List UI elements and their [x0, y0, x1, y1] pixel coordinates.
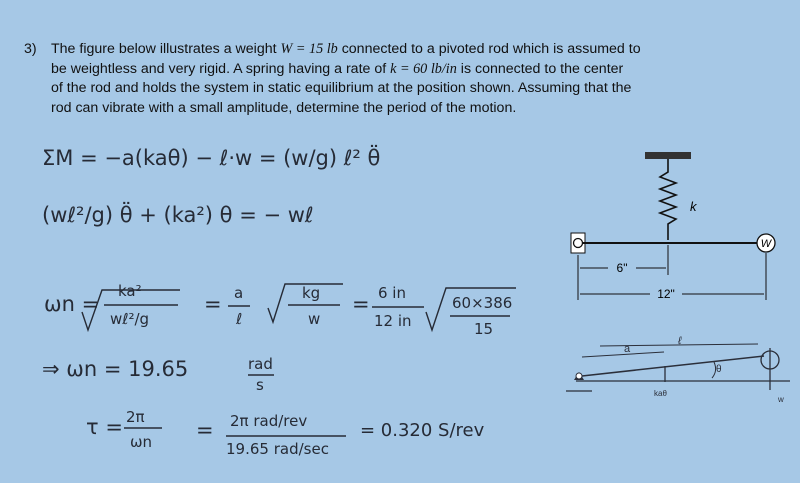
hw-frac3-den: w — [308, 310, 321, 328]
dim-6-label: 6" — [616, 261, 628, 275]
hw-tau-eq: = — [196, 418, 214, 442]
hw-equation-of-motion: (wℓ²/g) θ̈ + (ka²) θ = − wℓ — [42, 203, 314, 227]
hw-tau-lhs: τ = — [86, 415, 123, 439]
problem-number: 3) — [24, 41, 37, 57]
ceiling-support — [645, 152, 691, 159]
sketch-dim-a — [582, 352, 664, 357]
hw-eq-a: = — [204, 292, 222, 316]
sketch-rod — [582, 356, 764, 376]
weight-label: W — [760, 238, 772, 250]
hw-frac2-num: a — [234, 284, 244, 302]
sketch-w-label: w — [778, 395, 784, 404]
hw-frac5-num: 60×386 — [452, 294, 513, 312]
hw-tau-den: ωn — [130, 433, 153, 451]
problem-line-3: of the rod and holds the system in static equilibrium at the position shown. Assuming that the — [51, 80, 632, 96]
problem-line-4: rod can vibrate with a small amplitude, determine the period of the motion. — [51, 99, 517, 116]
hw-frac4-num: 6 in — [378, 284, 406, 302]
hw-frac5-den: 15 — [474, 320, 494, 338]
hw-wn-unit-num: rad — [248, 355, 273, 373]
hw-frac3-num: kg — [302, 284, 321, 302]
spring-shape — [660, 159, 676, 240]
weight-value: W = 15 lb — [280, 41, 338, 57]
spring-rate-value: k = 60 lb/in — [390, 60, 457, 77]
spring-k-label: k — [690, 199, 697, 214]
hw-wn-result: ⇒ ωn = 19.65 — [42, 357, 189, 381]
hw-frac4-den: 12 in — [374, 312, 412, 330]
hw-frac1-den: wℓ²/g — [110, 310, 150, 328]
sketch-kaq-label: kaθ — [654, 389, 667, 398]
hw-eq-b: = — [352, 292, 370, 316]
hw-moment-equation: ΣM = −a(kaθ) − ℓ·w = (w/g) ℓ² θ̈ — [42, 146, 381, 170]
problem-line-1: The figure below illustrates a weight W = 15 lb connected to a pivoted rod which is assumed to — [51, 41, 641, 57]
sketch-a-label: a — [624, 343, 631, 355]
sketch-pivot-pin — [576, 373, 582, 379]
hw-frac1-num: ka² — [118, 282, 142, 300]
hw-tau-num: 2π — [126, 408, 145, 426]
sketch-theta-label: θ — [716, 364, 722, 375]
problem-line-2: be weightless and very rigid. A spring having a rate of k = 60 lb/in is connected to the center — [51, 60, 624, 77]
sketch-l-label: ℓ — [678, 335, 682, 347]
hw-frac2-den: ℓ — [236, 310, 243, 328]
hw-tau2-den: 19.65 rad/sec — [226, 440, 329, 458]
dim-12-label: 12" — [657, 287, 675, 301]
hw-tau-result: = 0.320 S/rev — [360, 420, 485, 441]
hw-tau2-num: 2π rad/rev — [230, 412, 308, 430]
hw-wn-lhs: ωn = — [44, 292, 100, 316]
hw-wn-unit-den: s — [256, 376, 264, 394]
